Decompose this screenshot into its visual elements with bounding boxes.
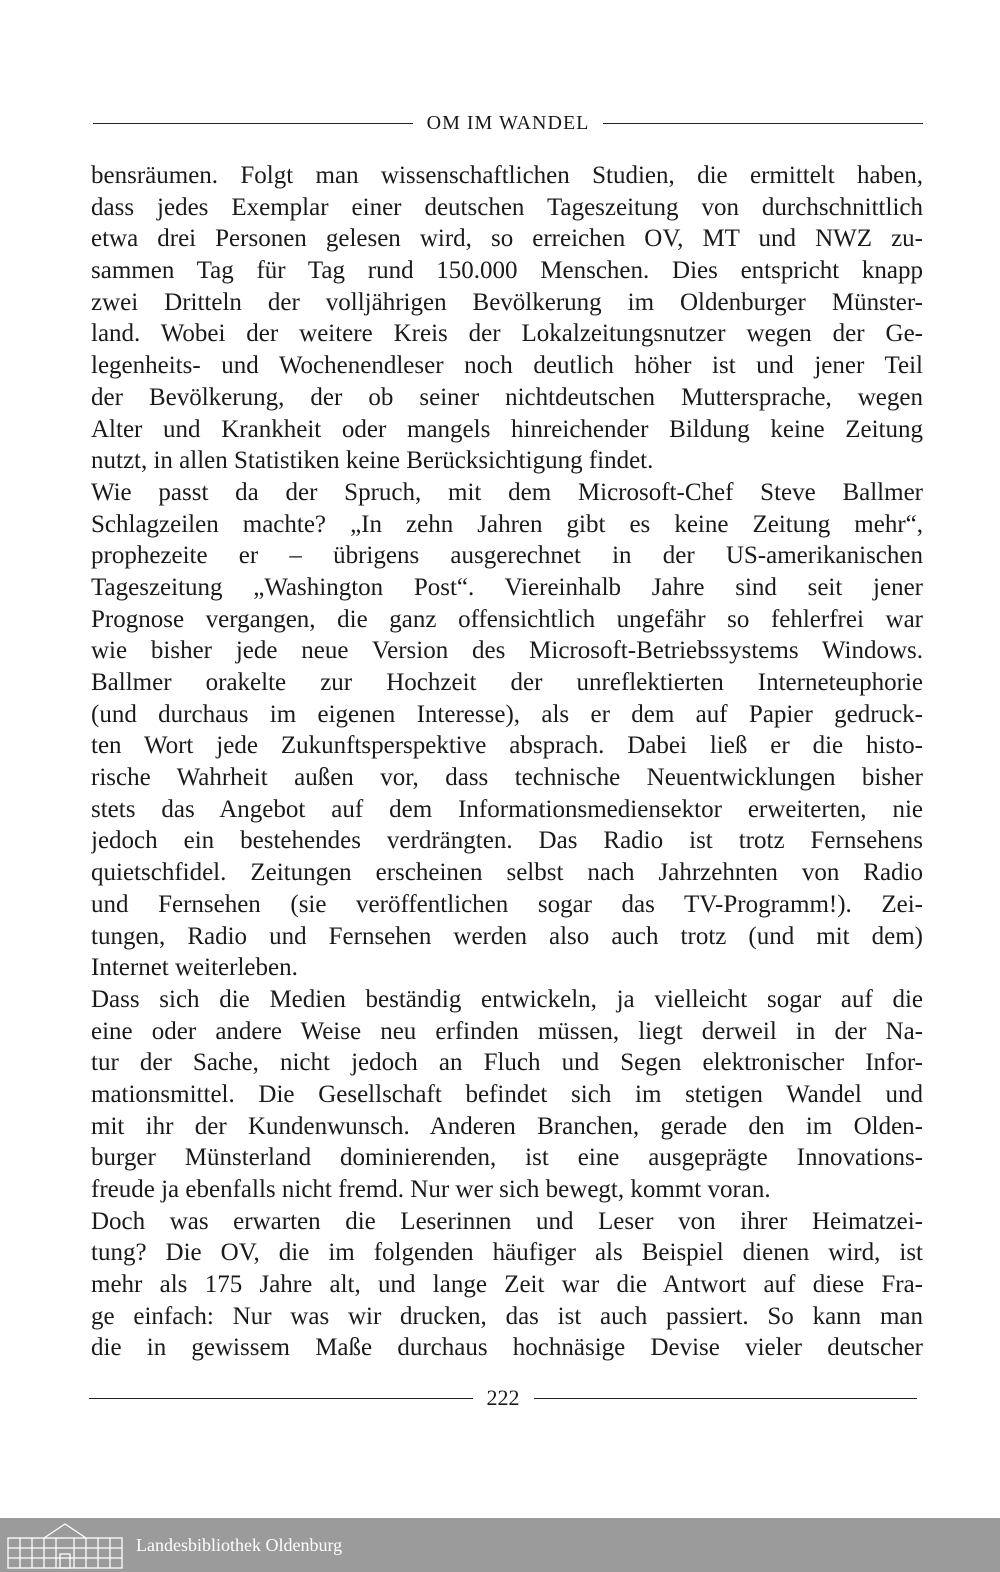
text-line: Tageszeitung „Washington Post“. Viereinhalb Jahre sind seit jener [91, 573, 923, 601]
body-text [91, 160, 923, 1364]
text-line: eine oder andere Weise neu erfinden müssen, liegt derweil in der Na- [91, 1017, 923, 1045]
text-line: quietschfidel. Zeitungen erscheinen selbst nach Jahrzehnten von Radio [91, 859, 923, 887]
running-head-title: OM IM WANDEL [426, 112, 590, 134]
text-line: tung? Die OV, die im folgenden häufiger als Beispiel dienen wird, ist [91, 1239, 923, 1267]
text-line: der Bevölkerung, der ob seiner nichtdeutschen Muttersprache, wegen [91, 383, 923, 411]
text-line: jedoch ein bestehendes verdrängten. Das Radio ist trotz Fernsehens [91, 827, 923, 855]
text-line: burger Münsterland dominierenden, ist eine ausgeprägte Innovations- [91, 1144, 923, 1172]
text-line: tur der Sache, nicht jedoch an Fluch und Segen elektronischer Infor- [91, 1049, 923, 1077]
text-line: die in gewissem Maße durchaus hochnäsige Devise vieler deutscher [91, 1334, 923, 1362]
text-line: bensräumen. Folgt man wissenschaftlichen Studien, die ermittelt haben, [91, 162, 923, 189]
text-line: ten Wort jede Zukunftsperspektive absprach. Dabei ließ er die histo- [91, 732, 923, 760]
text-line: Ballmer orakelte zur Hochzeit der unreflektierten Interneteuphorie [91, 669, 923, 696]
text-line: sammen Tag für Tag rund 150.000 Menschen. Dies entspricht knapp [91, 257, 923, 285]
text-line: (und durchaus im eigenen Interesse), als er dem auf Papier gedruck- [91, 700, 923, 728]
text-line: stets das Angebot auf dem Informationsmediensektor erweiterten, nie [91, 795, 923, 823]
library-name: Landesbibliothek Oldenburg [136, 1534, 343, 1555]
folio-rule-left [89, 1398, 473, 1399]
text-line: mehr als 175 Jahre alt, und lange Zeit war die Antwort auf diese Fra- [91, 1271, 923, 1299]
running-head [93, 112, 923, 135]
text-line: legenheits- und Wochenendleser noch deutlich höher ist und jener Teil [91, 352, 923, 380]
text-line: und Fernsehen (sie veröffentlichen sogar das TV-Programm!). Zei- [91, 890, 923, 918]
library-footer-bar [0, 1518, 1000, 1572]
folio [89, 1385, 917, 1411]
library-building-icon [4, 1520, 126, 1570]
text-line: mationsmittel. Die Gesellschaft befindet sich im stetigen Wandel und [91, 1080, 923, 1108]
text-line: Wie passt da der Spruch, mit dem Microsoft-Chef Steve Ballmer [91, 478, 923, 506]
text-line: Prognose vergangen, die ganz offensichtlich ungefähr so fehlerfrei war [91, 605, 923, 633]
text-line: prophezeite er – übrigens ausgerechnet in der US-amerikanischen [91, 542, 923, 570]
text-line: Internet weiterleben. [91, 954, 298, 982]
text-line: Doch was erwarten die Leserinnen und Leser von ihrer Heimatzei- [91, 1207, 923, 1235]
running-head-rule-right [603, 123, 923, 124]
text-line: tungen, Radio und Fernsehen werden also auch trotz (und mit dem) [91, 922, 923, 950]
text-line: Schlagzeilen machte? „In zehn Jahren gibt es keine Zeitung mehr“, [91, 510, 923, 538]
text-line: dass jedes Exemplar einer deutschen Tageszeitung von durchschnittlich [91, 193, 923, 221]
folio-rule-right [534, 1398, 918, 1399]
text-line: wie bisher jede neue Version des Microsoft-Betriebssystems Windows. [91, 637, 923, 665]
text-line: mit ihr der Kundenwunsch. Anderen Branchen, gerade den im Olden- [91, 1112, 923, 1140]
text-line: zwei Dritteln der volljährigen Bevölkerung im Oldenburger Münster- [91, 288, 923, 316]
text-line: Dass sich die Medien beständig entwickeln, ja vielleicht sogar auf die [91, 985, 923, 1013]
text-line: freude ja ebenfalls nicht fremd. Nur wer sich bewegt, kommt voran. [91, 1176, 771, 1203]
text-line: land. Wobei der weitere Kreis der Lokalzeitungsnutzer wegen der Ge- [91, 320, 923, 348]
running-head-rule-left [93, 123, 413, 124]
text-line: nutzt, in allen Statistiken keine Berücksichtigung findet. [91, 447, 654, 475]
text-line: ge einfach: Nur was wir drucken, das ist auch passiert. So kann man [91, 1302, 923, 1330]
text-line: rische Wahrheit außen vor, dass technische Neuentwicklungen bisher [91, 764, 923, 792]
text-line: Alter und Krankheit oder mangels hinreichender Bildung keine Zeitung [91, 415, 923, 443]
page-number: 222 [486, 1385, 520, 1410]
text-line: etwa drei Personen gelesen wird, so erreichen OV, MT und NWZ zu- [91, 225, 923, 253]
